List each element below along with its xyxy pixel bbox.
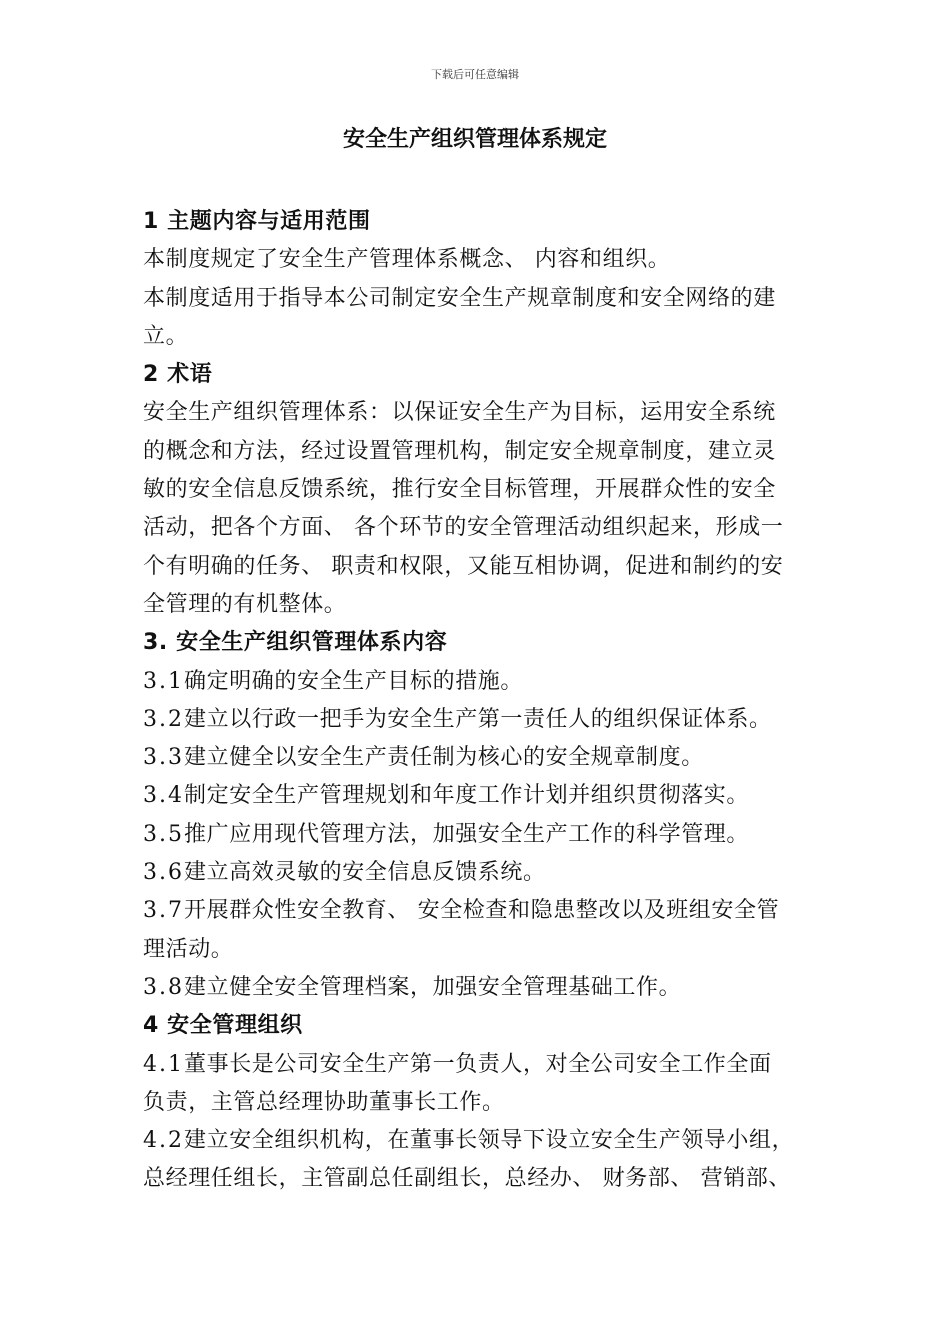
clause-text: 董事长是公司安全生产第一负责人，对全公司安全工作全面 — [184, 1051, 772, 1077]
clause-number: 3.8 — [143, 974, 184, 1000]
clause-text: 建立健全以安全生产责任制为核心的安全规章制度。 — [184, 745, 704, 771]
clause-line — [143, 892, 808, 930]
clause-line — [143, 969, 808, 1007]
clause-text: 建立高效灵敏的安全信息反馈系统。 — [184, 860, 546, 886]
section-heading: 3. 安全生产组织管理体系内容 — [143, 630, 448, 656]
body-line: 立。 — [143, 323, 189, 349]
body-line: 全管理的有机整体。 — [143, 591, 347, 617]
section-heading: 4 安全管理组织 — [143, 1013, 303, 1039]
body-line: 理活动。 — [143, 936, 234, 962]
body-line: 本制度规定了安全生产管理体系概念、 内容和组织。 — [143, 247, 671, 273]
clause-number: 4.2 — [143, 1128, 184, 1154]
body-line: 总经理任组长，主管副总任副组长，总经办、 财务部、 营销部、 — [143, 1166, 791, 1192]
clause-text: 建立以行政一把手为安全生产第一责任人的组织保证体系。 — [184, 706, 772, 732]
section-heading: 1 主题内容与适用范围 — [143, 209, 371, 234]
clause-line — [143, 816, 808, 854]
body-line: 个有明确的任务、 职责和权限，又能互相协调，促进和制约的安 — [143, 553, 784, 579]
clause-text: 推广应用现代管理方法，加强安全生产工作的科学管理。 — [184, 821, 750, 847]
document-title: 安全生产组织管理体系规定 — [342, 127, 607, 152]
clause-text: 制定安全生产管理规划和年度工作计划并组织贯彻落实。 — [184, 783, 750, 809]
clause-line — [143, 854, 808, 892]
clause-line — [143, 777, 808, 815]
clause-line — [143, 739, 808, 777]
clause-text: 确定明确的安全生产目标的措施。 — [184, 668, 524, 694]
clause-line — [143, 1122, 808, 1160]
clause-number: 3.2 — [143, 706, 184, 732]
clause-number: 4.1 — [143, 1051, 184, 1077]
clause-line — [143, 701, 808, 739]
body-line: 负责，主管总经理协助董事长工作。 — [143, 1089, 505, 1115]
clause-number: 3.4 — [143, 783, 184, 809]
clause-text: 建立健全安全管理档案，加强安全管理基础工作。 — [184, 974, 682, 1000]
clause-number: 3.5 — [143, 821, 184, 847]
clause-number: 3.7 — [143, 898, 184, 924]
header-note: 下载后可任意编辑 — [431, 68, 519, 81]
clause-line — [143, 663, 808, 701]
body-line: 敏的安全信息反馈系统，推行安全目标管理，开展群众性的安全 — [143, 477, 776, 503]
clause-line — [143, 1046, 808, 1084]
clause-text: 开展群众性安全教育、 安全检查和隐患整改以及班组安全管 — [184, 898, 780, 924]
body-line: 活动，把各个方面、 各个环节的安全管理活动组织起来，形成一 — [143, 515, 784, 541]
clause-text: 建立安全组织机构，在董事长领导下设立安全生产领导小组， — [184, 1128, 795, 1154]
section-heading: 2 术语 — [143, 362, 213, 388]
body-line: 安全生产组织管理体系：以保证安全生产为目标，运用安全系统 — [143, 400, 776, 426]
document-body — [143, 203, 808, 1199]
clause-number: 3.1 — [143, 668, 184, 694]
body-line: 本制度适用于指导本公司制定安全生产规章制度和安全网络的建 — [143, 285, 776, 311]
body-line: 的概念和方法，经过设置管理机构，制定安全规章制度，建立灵 — [143, 438, 776, 464]
clause-number: 3.6 — [143, 860, 184, 886]
clause-number: 3.3 — [143, 745, 184, 771]
